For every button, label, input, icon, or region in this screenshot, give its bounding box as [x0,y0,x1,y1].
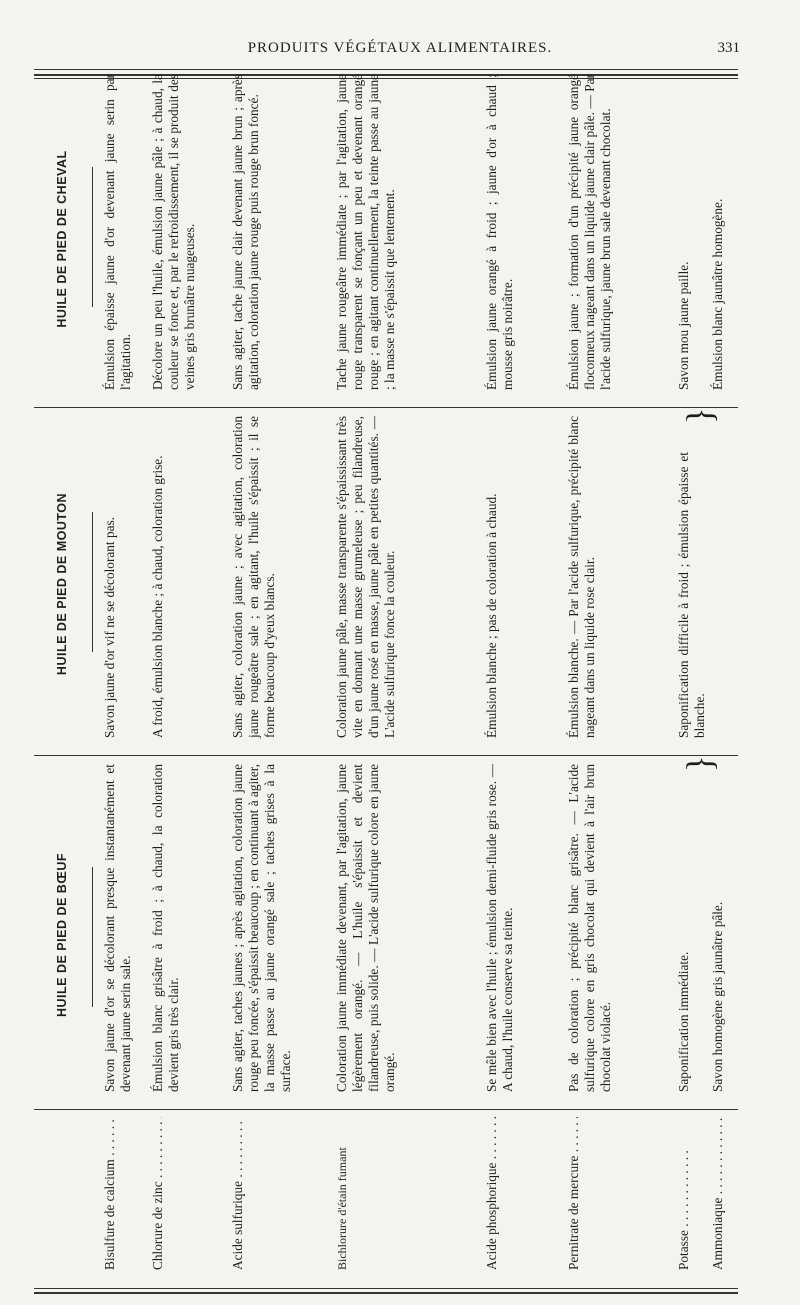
table-container [18,0,738,1305]
result-mouton: Sans agiter, coloration jaune ; avec agitation, coloration jaune rougeâtre sale ; en agitant, l'huile s'épaissit ; il se forme beaucoup d'yeux blancs. [230,416,277,738]
col-sep-1 [34,1109,738,1110]
reagent-table [34,67,738,1292]
result-beuf: Savon homogène gris jaunâtre pâle. [710,901,725,1092]
result-cheval: Décolore un peu l'huile, émulsion jaune pâle ; à chaud, la couleur se fonce et, par le refroidissement, il se produit des veines gris brunâtre nuageuses. [150,74,197,390]
result-cheval: Émulsion épaisse jaune d'or devenant jaune serin par l'agitation. [102,74,133,390]
result-beuf: Savon jaune d'or se décolorant presque instantanément et devenant jaune serin sale. [102,764,133,1092]
result-cheval: Sans agiter, tache jaune clair devenant jaune brun ; après agitation, coloration jaune rouge puis rouge brun foncé. [230,74,261,390]
reagent-label: Pernitrate de mercure . . . [566,1117,582,1292]
result-mouton: Saponification difficile à froid ; émulsion épaisse et blanche. [676,452,707,738]
reagent-label: Ammoniaque . . . [710,1117,726,1292]
header-mouton: HUILE DE PIED DE MOUTON [55,492,69,676]
reagent-label: Acide sulfurique . . . [230,1117,246,1292]
reagent-label: Chlorure de zinc . . . [150,1117,166,1292]
result-cheval: Émulsion jaune orangé à froid ; jaune d'or à chaud ; mousse gris noirâtre. [484,74,515,390]
reagent-label: Bichlorure d'étain fumant [335,1147,349,1270]
brace-beuf: } [680,755,721,772]
bottom-rule [34,1292,738,1294]
reagent-label: Potasse . . . [676,1117,692,1292]
result-mouton: Coloration jaune pâle, masse transparente s'épaississant très vite en donnant une masse grumeleuse ; peu filandreuse, d'un jaune rosé en masse, jaune pâle en petites quantités. — L'acide sulfurique fonce la couleur. [334,416,397,738]
header-underline-cheval [92,167,93,307]
result-beuf: Sans agiter, taches jaunes ; après agitation, coloration jaune rouge peu foncée, s'épaissit beaucoup ; en continuant à agiter, la masse passe au jaune orangé sale ; taches grises à la surface. [230,764,293,1092]
reagent-label: Acide phosphorique . . . [484,1117,500,1292]
reagent-label: Bisulfure de calcium . . . [102,1117,118,1292]
result-cheval: Tache jaune rougeâtre immédiate ; par l'agitation, jaune rouge transparent se fonçant un peu et devenant orangé rouge ; en agitant continuellement, la teinte passe au jaune ; la masse ne s'épaissit que lentement. [334,74,397,390]
page-title: PRODUITS VÉGÉTAUX ALIMENTAIRES. [247,40,553,56]
right-border [34,69,738,70]
result-beuf: Se mêle bien avec l'huile ; émulsion demi-fluide gris rose. — A chaud, l'huile conserve sa teinte. [484,764,515,1092]
header-beuf: HUILE DE PIED DE BŒUF [55,853,69,1017]
col-sep-2 [34,755,738,756]
header-cheval: HUILE DE PIED DE CHEVAL [55,150,69,328]
result-mouton: Savon jaune d'or vif ne se décolorant pas. [102,517,117,738]
result-beuf: Coloration jaune immédiate devenant, par l'agitation, jaune légèrement orangé. — L'huile s'épaissit et devient filandreuse, puis solide. — L'acide sulfurique colore en jaune orangé. [334,764,397,1092]
result-cheval: Savon mou jaune paille. [676,261,691,390]
result-mouton: A froid, émulsion blanche ; à chaud, coloration grise. [150,455,165,738]
result-beuf: Saponification immédiate. [676,951,691,1092]
brace-mouton: } [680,407,721,424]
left-border [34,1288,738,1289]
header-underline-mouton [92,512,93,652]
result-mouton: Émulsion blanche ; pas de coloration à chaud. [484,493,499,738]
page-number: 331 [717,40,740,56]
result-beuf: Émulsion blanc grisâtre à froid ; à chaud, la coloration devient gris très clair. [150,764,181,1092]
result-mouton: Émulsion blanche. — Par l'acide sulfurique, précipité blanc nageant dans un liquide rose clair. [566,416,597,738]
header-underline-beuf [92,867,93,1007]
result-cheval: Émulsion jaune ; formation d'un précipité jaune orangé floconneux nageant dans un liquide jaune clair pâle. — Par l'acide sulfurique, jaune brun sale devenant chocolat. [566,74,613,390]
result-beuf: Pas de coloration ; précipité blanc grisâtre. — L'acide sulfurique colore en gris chocolat qui devient à l'air brun chocolat violacé. [566,764,613,1092]
col-sep-3 [34,407,738,408]
result-cheval: Émulsion blanc jaunâtre homogène. [710,198,725,390]
